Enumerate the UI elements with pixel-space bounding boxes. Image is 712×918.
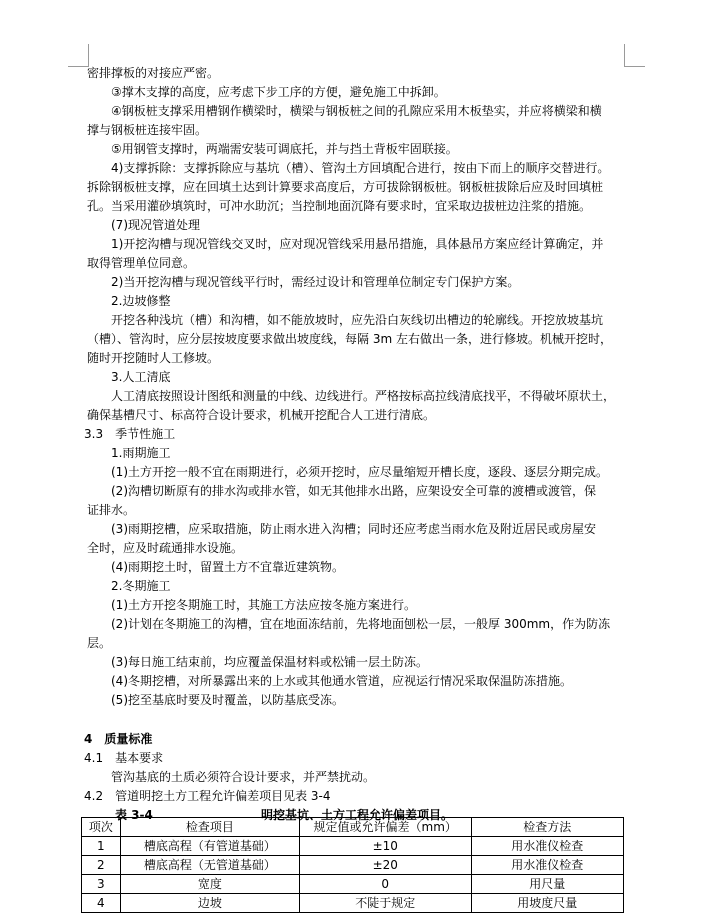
- page-corner-mark-left: [68, 44, 89, 67]
- body-line: 撑与钢板桩连接牢固。: [87, 123, 208, 137]
- table-cell: 槽底高程（无管道基础）: [120, 856, 299, 875]
- table-cell: 3: [82, 875, 121, 894]
- body-line: 2)当开挖沟槽与现况管线平行时，需经过设计和管理单位制定专门保护方案。: [111, 275, 520, 289]
- body-line: 孔。当采用灌砂填筑时，可冲水助沉；当控制地面沉降有要求时，宜采取边拔桩边注浆的措施。: [87, 199, 592, 213]
- table-cell: 4: [82, 894, 121, 913]
- body-line: (5)挖至基底时要及时覆盖，以防基底受冻。: [111, 693, 344, 707]
- table-cell: 槽底高程（有管道基础）: [120, 837, 299, 856]
- table-cell: 不陡于规定: [299, 894, 471, 913]
- table-header-cell: 检查项目: [120, 818, 299, 837]
- body-line: 3.人工清底: [111, 370, 171, 384]
- body-line: ④钢板桩支撑采用槽钢作横梁时，横梁与钢板桩之间的孔隙应采用木板垫实，并应将横梁和横: [111, 104, 602, 118]
- document-body: [84, 64, 627, 825]
- body-line: 1.雨期施工: [111, 446, 171, 460]
- paragraph: 管沟基底的土质必须符合设计要求，并严禁扰动。: [111, 770, 376, 784]
- table-cell: 宽度: [120, 875, 299, 894]
- table-title: 明挖基坑、土方工程允许偏差项目。: [260, 808, 453, 822]
- table-row: [82, 856, 624, 875]
- body-line: (7)现况管道处理: [111, 218, 200, 232]
- body-line: 3.3 季节性施工: [84, 427, 176, 441]
- tolerance-table: [81, 817, 624, 913]
- body-line: 拆除钢板桩支撑，应在回填土达到计算要求高度后，方可拔除钢板桩。钢板桩拔除后应及时回填桩: [87, 180, 604, 194]
- table-cell: 用水准仪检查: [471, 837, 623, 856]
- table-header-cell: 检查方法: [471, 818, 623, 837]
- table-cell: 用尺量: [471, 875, 623, 894]
- body-line: 确保基槽尺寸、标高符合设计要求，机械开挖配合人工进行清底。: [87, 408, 436, 422]
- body-line: (1)土方开挖一般不宜在雨期进行，必须开挖时，应尽量缩短开槽长度，逐段、逐层分期完成。: [111, 465, 609, 479]
- body-line: ③撑木支撑的高度，应考虑下步工序的方便，避免施工中拆卸。: [111, 85, 446, 99]
- body-line: (3)每日施工结束前，均应覆盖保温材料或松铺一层土防冻。: [111, 655, 429, 669]
- table-cell: ±20: [299, 856, 471, 875]
- table-cell: 0: [299, 875, 471, 894]
- body-line: 2.边坡修整: [111, 294, 171, 308]
- table-row: [82, 894, 624, 913]
- body-line: (3)雨期挖槽，应采取措施，防止雨水进入沟槽；同时还应考虑当雨水危及附近居民或房屋安: [111, 522, 597, 536]
- page-corner-mark-right: [624, 44, 645, 67]
- body-line: （槽）、管沟时，应分层按坡度要求做出坡度线，每隔 3m 左右做出一条，进行修坡。机械开挖时，: [87, 332, 612, 346]
- body-line: (1)土方开挖冬期施工时，其施工方法应按冬施方案进行。: [111, 598, 417, 612]
- body-line: 2.冬期施工: [111, 579, 171, 593]
- body-line: 全时，应及时疏通排水设施。: [87, 541, 244, 555]
- body-line: (2)沟槽切断原有的排水沟或排水管，如无其他排水出路，应架设安全可靠的渡槽或渡管，保: [111, 484, 597, 498]
- table-cell: 边坡: [120, 894, 299, 913]
- body-line: 证排水。: [87, 503, 136, 517]
- subsection-heading: 4.2 管道明挖土方工程允许偏差项目见表 3-4: [84, 789, 331, 803]
- subsection-heading: 4.1 基本要求: [84, 751, 164, 765]
- body-line: 4)支撑拆除：支撑拆除应与基坑（槽）、管沟土方回填配合进行，按由下而上的顺序交替进行。: [111, 161, 610, 175]
- table-header-row: [82, 818, 624, 837]
- body-line: (2)计划在冬期施工的沟槽，宜在地面冻结前，先将地面刨松一层，一般厚 300mm，作为防冻: [111, 617, 611, 631]
- table-cell: ±10: [299, 837, 471, 856]
- body-line: (4)冬期挖槽，对所暴露出来的上水或其他通水管道，应视运行情况采取保温防冻措施。: [111, 674, 573, 688]
- body-lines: [84, 64, 627, 710]
- table-row: [82, 837, 624, 856]
- body-line: 随时开挖随时人工修坡。: [87, 351, 220, 365]
- body-line: ⑤用钢管支撑时，两端需安装可调底托，并与挡土背板牢固联接。: [111, 142, 458, 156]
- table-cell: 用水准仪检查: [471, 856, 623, 875]
- body-line: 层。: [87, 636, 112, 650]
- table-header-cell: 项次: [82, 818, 121, 837]
- body-line: 密排撑板的对接应严密。: [87, 66, 220, 80]
- table-cell: 2: [82, 856, 121, 875]
- body-line: (4)雨期挖土时，留置土方不宜靠近建筑物。: [111, 560, 344, 574]
- table-cell: 1: [82, 837, 121, 856]
- section-heading: 4 质量标准: [84, 732, 153, 746]
- body-line: 取得管理单位同意。: [87, 256, 196, 270]
- body-line: 开挖各种浅坑（槽）和沟槽，如不能放坡时，应先沿白灰线切出槽边的轮廓线。开挖放坡基坑: [111, 313, 604, 327]
- table-cell: 用坡度尺量: [471, 894, 623, 913]
- body-line: 1)开挖沟槽与现况管线交叉时，应对现况管线采用悬吊措施，具体悬吊方案应经计算确定，并: [111, 237, 604, 251]
- table-header-cell: 规定值或允许偏差（mm）: [299, 818, 471, 837]
- body-line: 人工清底按照设计图纸和测量的中线、边线进行。严格按标高拉线清底找平，不得破坏原状土，: [111, 389, 616, 403]
- table-row: [82, 875, 624, 894]
- table-number: 表 3-4: [115, 808, 153, 822]
